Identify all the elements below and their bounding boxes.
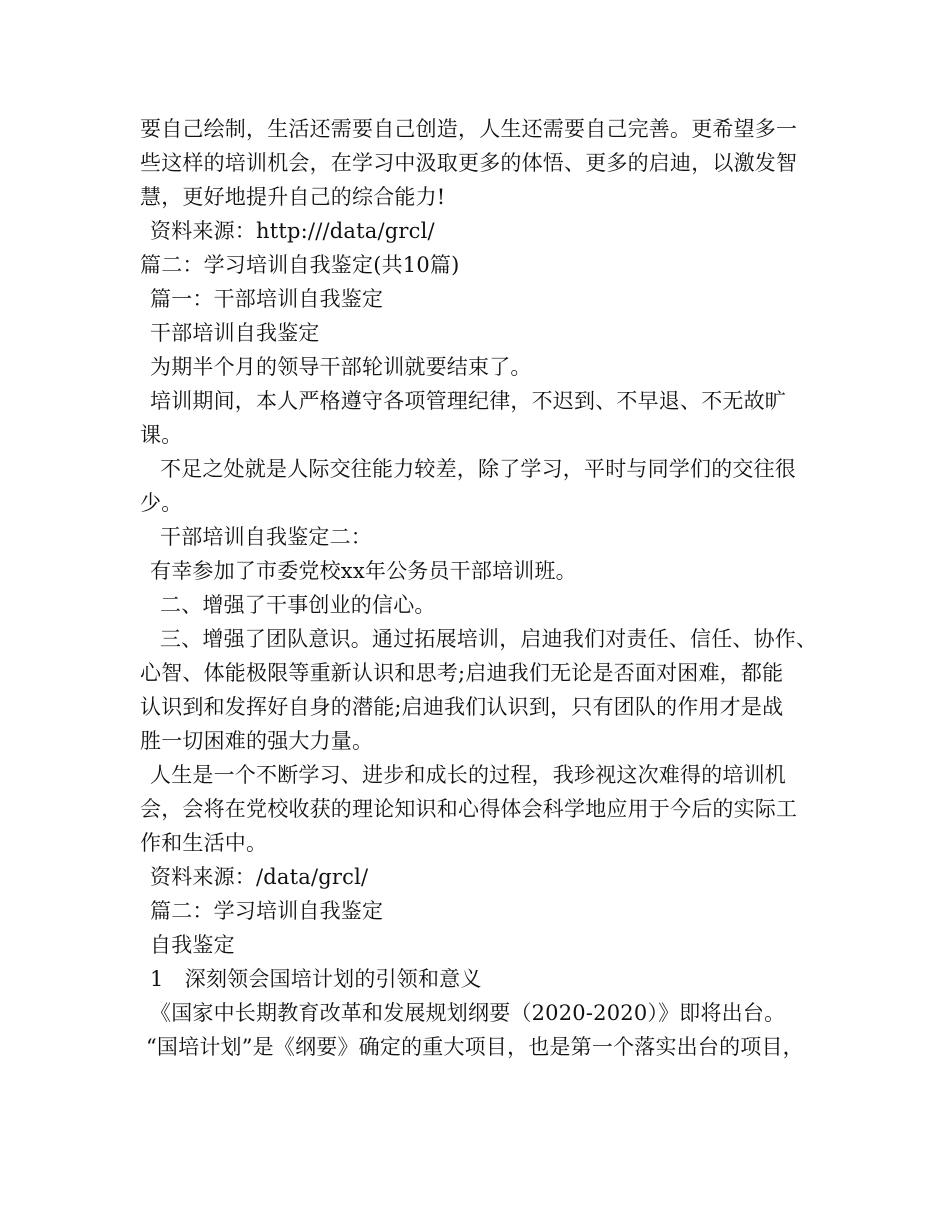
text-line: 要自己绘制，生活还需要自己创造，人生还需要自己完善。更希望多一 bbox=[140, 117, 798, 141]
text-line: 会，会将在党校收获的理论知识和心得体会科学地应用于今后的实际工 bbox=[140, 797, 798, 821]
subsection-heading: 篇二：学习培训自我鉴定 bbox=[150, 899, 384, 923]
text-line: 三、增强了团队意识。通过拓展培训，启迪我们对责任、信任、协作、 bbox=[160, 627, 818, 651]
subsection-heading: 干部培训自我鉴定二： bbox=[160, 525, 372, 549]
text-line: 人生是一个不断学习、进步和成长的过程，我珍视这次难得的培训机 bbox=[150, 763, 786, 787]
text-line: “国培计划”是《纲要》确定的重大项目，也是第一个落实出台的项目， bbox=[146, 1035, 804, 1059]
numbered-heading: 1 深刻领会国培计划的引领和意义 bbox=[150, 967, 482, 991]
text-line: 慧，更好地提升自己的综合能力! bbox=[140, 185, 446, 209]
text-line: 胜一切困难的强大力量。 bbox=[140, 729, 374, 753]
text-line: 二、增强了干事创业的信心。 bbox=[160, 593, 436, 617]
article-title: 自我鉴定 bbox=[150, 933, 235, 957]
text-line: 作和生活中。 bbox=[140, 831, 268, 855]
text-line: 培训期间，本人严格遵守各项管理纪律，不迟到、不早退、不无故旷 bbox=[150, 389, 786, 413]
text-line: 认识到和发挥好自身的潜能;启迪我们认识到，只有团队的作用才是战 bbox=[140, 695, 784, 719]
text-line: 不足之处就是人际交往能力较差，除了学习，平时与同学们的交往很 bbox=[160, 457, 796, 481]
source-line: 资料来源：/data/grcl/ bbox=[150, 865, 369, 889]
section-heading: 篇二：学习培训自我鉴定(共10篇) bbox=[140, 253, 460, 277]
text-line: 少。 bbox=[140, 491, 183, 515]
text-line: 《国家中长期教育改革和发展规划纲要（2020-2020）》即将出台。 bbox=[150, 1001, 786, 1025]
document-body bbox=[140, 112, 840, 1064]
text-line: 课。 bbox=[140, 423, 183, 447]
text-line: 为期半个月的领导干部轮训就要结束了。 bbox=[150, 355, 532, 379]
source-line: 资料来源：http:///data/grcl/ bbox=[150, 219, 435, 243]
text-line: 有幸参加了市委党校xx年公务员干部培训班。 bbox=[150, 559, 577, 583]
text-line: 些这样的培训机会，在学习中汲取更多的体悟、更多的启迪，以激发智 bbox=[140, 151, 798, 175]
article-title: 干部培训自我鉴定 bbox=[150, 321, 320, 345]
text-line: 心智、体能极限等重新认识和思考;启迪我们无论是否面对困难，都能 bbox=[140, 661, 784, 685]
subsection-heading: 篇一：干部培训自我鉴定 bbox=[150, 287, 384, 311]
